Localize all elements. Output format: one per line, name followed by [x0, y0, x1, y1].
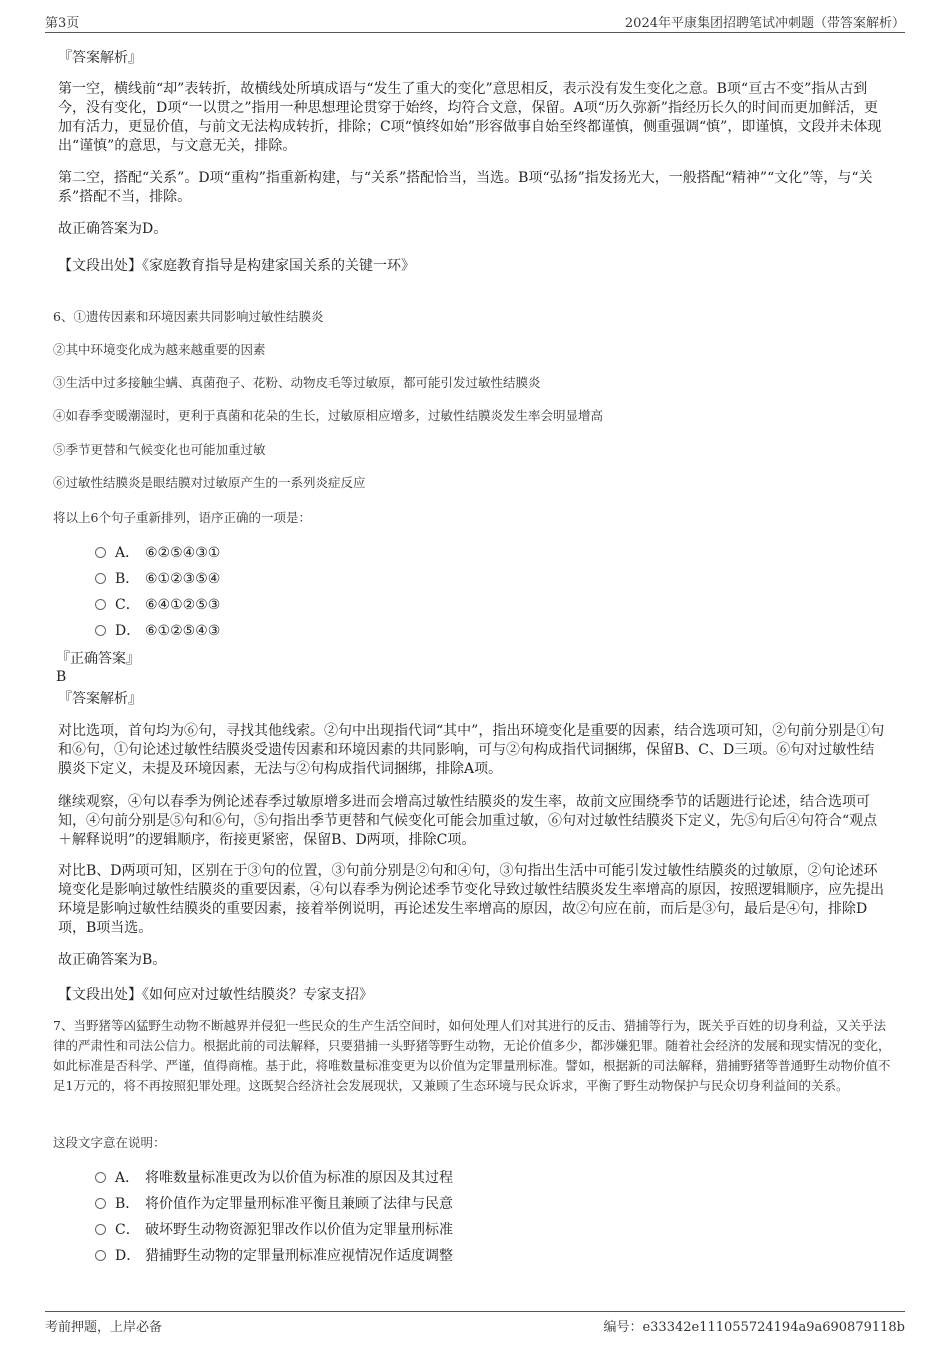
page-header: [45, 10, 905, 33]
footer-slogan: 考前押题，上岸必备: [45, 1320, 163, 1335]
q7-stem: 7、当野猪等凶猛野生动物不断越界并侵犯一些民众的生产生活空间时，如何处理人们对其进行的反击、猎捕等行为，既关乎百姓的切身利益，又关乎法律的严肃性和司法公信力。根据此前的司法解释，只要猎捕一头野猪等野生动物，无论价值多少，都涉嫌犯罪。随着社会经济的发展和现实情况的变化，如此标准是否科学、严谨，值得商榷。基于此，将唯数量标准变更为以价值为定罪量刑标准。譬如，根据新的司法解释，猎捕野猪等普通野生动物价值不足1万元的，将不再按照犯罪处理。这既契合经济社会发展现状，又兼顾了生态环境与民众诉求，平衡了野生动物保护与民众切身利益间的关系。: [53, 1018, 891, 1093]
q5-conclusion: 故正确答案为D。: [58, 221, 168, 237]
q7-option-c[interactable]: C． 破坏野生动物资源犯罪改作以价值为定罪量刑标准: [95, 1220, 453, 1240]
q7-prompt: 这段文字意在说明：: [53, 1135, 166, 1150]
q6-answer: B: [56, 669, 67, 685]
q7-option-b[interactable]: B． 将价值作为定罪量刑标准平衡且兼顾了法律与民意: [95, 1194, 453, 1214]
radio-icon[interactable]: [95, 1250, 106, 1261]
q6-sentence-3: ③生活中过多接触尘螨、真菌孢子、花粉、动物皮毛等过敏原，都可能引发过敏性结膜炎: [53, 375, 541, 390]
q6-sentence-2: ②其中环境变化成为越来越重要的因素: [53, 342, 266, 357]
radio-icon[interactable]: [95, 547, 106, 558]
q6-analysis-para3: 对比B、D两项可知，区别在于③句的位置，③句前分别是②句和④句，③句指出生活中可能引发过敏性结膜炎的过敏原，②句论述环境变化是影响过敏性结膜炎的重要因素，④句以春季为例论述季节变化导致过敏性结膜炎发生率增高的原因，按照逻辑顺序，应先提出环境是影响过敏性结膜炎的重要因素，接着举例说明，再论述发生率增高的原因，故②句应在前，而后是③句，最后是④句，排除D项，B项当选。: [58, 863, 884, 936]
radio-icon[interactable]: [95, 1198, 106, 1209]
footer-serial: 编号：e33342e111055724194a9a690879118b: [603, 1320, 905, 1335]
page-footer: [45, 1311, 905, 1335]
radio-icon[interactable]: [95, 625, 106, 636]
radio-icon[interactable]: [95, 599, 106, 610]
radio-icon[interactable]: [95, 1172, 106, 1183]
q6-source: 【文段出处】《如何应对过敏性结膜炎？专家支招》: [58, 987, 373, 1003]
q6-sentence-5: ⑤季节更替和气候变化也可能加重过敏: [53, 442, 266, 457]
q6-sentence-6: ⑥过敏性结膜炎是眼结膜对过敏原产生的一系列炎症反应: [53, 475, 366, 490]
q6-prompt: 将以上6个句子重新排列，语序正确的一项是：: [53, 510, 311, 525]
q5-analysis-para1: 第一空，横线前“却”表转折，故横线处所填成语与“发生了重大的变化”意思相反，表示没有发生变化之意。B项“亘古不变”指从古到今，没有变化，D项“一以贯之”指用一种思想理论贯穿于始终，均符合文意，保留。A项“历久弥新”指经历长久的时间而更加鲜活，更加有活力，更显价值，与前文无法构成转折，排除；C项“慎终如始”形容做事自始至终都谨慎，侧重强调“慎”，即谨慎，文段并未体现出“谨慎”的意思，与文意无关，排除。: [58, 81, 882, 154]
q6-option-a[interactable]: A． ⑥②⑤④③①: [95, 543, 220, 563]
q5-analysis-para2: 第二空，搭配“关系”。D项“重构”指重新构建，与“关系”搭配恰当，当选。B项“弘扬”指发扬光大，一般搭配“精神”“文化”等，与“关系”搭配不当，排除。: [58, 170, 873, 205]
q5-analysis-label: 『答案解析』: [58, 50, 142, 66]
q6-analysis-para1: 对比选项，首句均为⑥句，寻找其他线索。②句中出现指代词“其中”，指出环境变化是重要的因素，结合选项可知，②句前分别是①句和⑥句，①句论述过敏性结膜炎受遗传因素和环境因素的共同影响，可与②句构成指代词捆绑，保留B、C、D三项。⑥句对过敏性结膜炎下定义，未提及环境因素，无法与②句构成指代词捆绑，排除A项。: [58, 723, 885, 777]
page-number: 第3页: [45, 16, 80, 31]
q6-analysis-para2: 继续观察，④句以春季为例论述春季过敏原增多进而会增高过敏性结膜炎的发生率，故前文应围绕季节的话题进行论述，结合选项可知，④句前分别是⑤句和⑥句，⑤句指出季节更替和气候变化可能会加重过敏，⑥句对过敏性结膜炎下定义，先⑤句后④句符合“观点＋解释说明”的逻辑顺序，衔接更紧密，保留B、D两项，排除C项。: [58, 794, 878, 848]
q6-option-c[interactable]: C． ⑥④①②⑤③: [95, 595, 220, 615]
q6-option-b[interactable]: B． ⑥①②③⑤④: [95, 569, 220, 589]
q6-option-d[interactable]: D． ⑥①②⑤④③: [95, 621, 220, 641]
q6-sentence-4: ④如春季变暖潮湿时，更利于真菌和花朵的生长，过敏原相应增多，过敏性结膜炎发生率会明显增高: [53, 408, 604, 423]
radio-icon[interactable]: [95, 1224, 106, 1235]
q6-analysis-label: 『答案解析』: [58, 691, 142, 707]
q6-conclusion: 故正确答案为B。: [58, 952, 167, 968]
radio-icon[interactable]: [95, 573, 106, 584]
q5-source: 【文段出处】《家庭教育指导是构建家国关系的关键一环》: [58, 258, 415, 274]
q6-sentence-1: 6、①遗传因素和环境因素共同影响过敏性结膜炎: [53, 309, 324, 324]
q6-answer-label: 『正确答案』: [56, 651, 140, 667]
q7-option-a[interactable]: A． 将唯数量标准更改为以价值为标准的原因及其过程: [95, 1168, 453, 1188]
document-title: 2024年平康集团招聘笔试冲刺题（带答案解析）: [624, 16, 905, 31]
q7-option-d[interactable]: D． 猎捕野生动物的定罪量刑标准应视情况作适度调整: [95, 1246, 453, 1266]
